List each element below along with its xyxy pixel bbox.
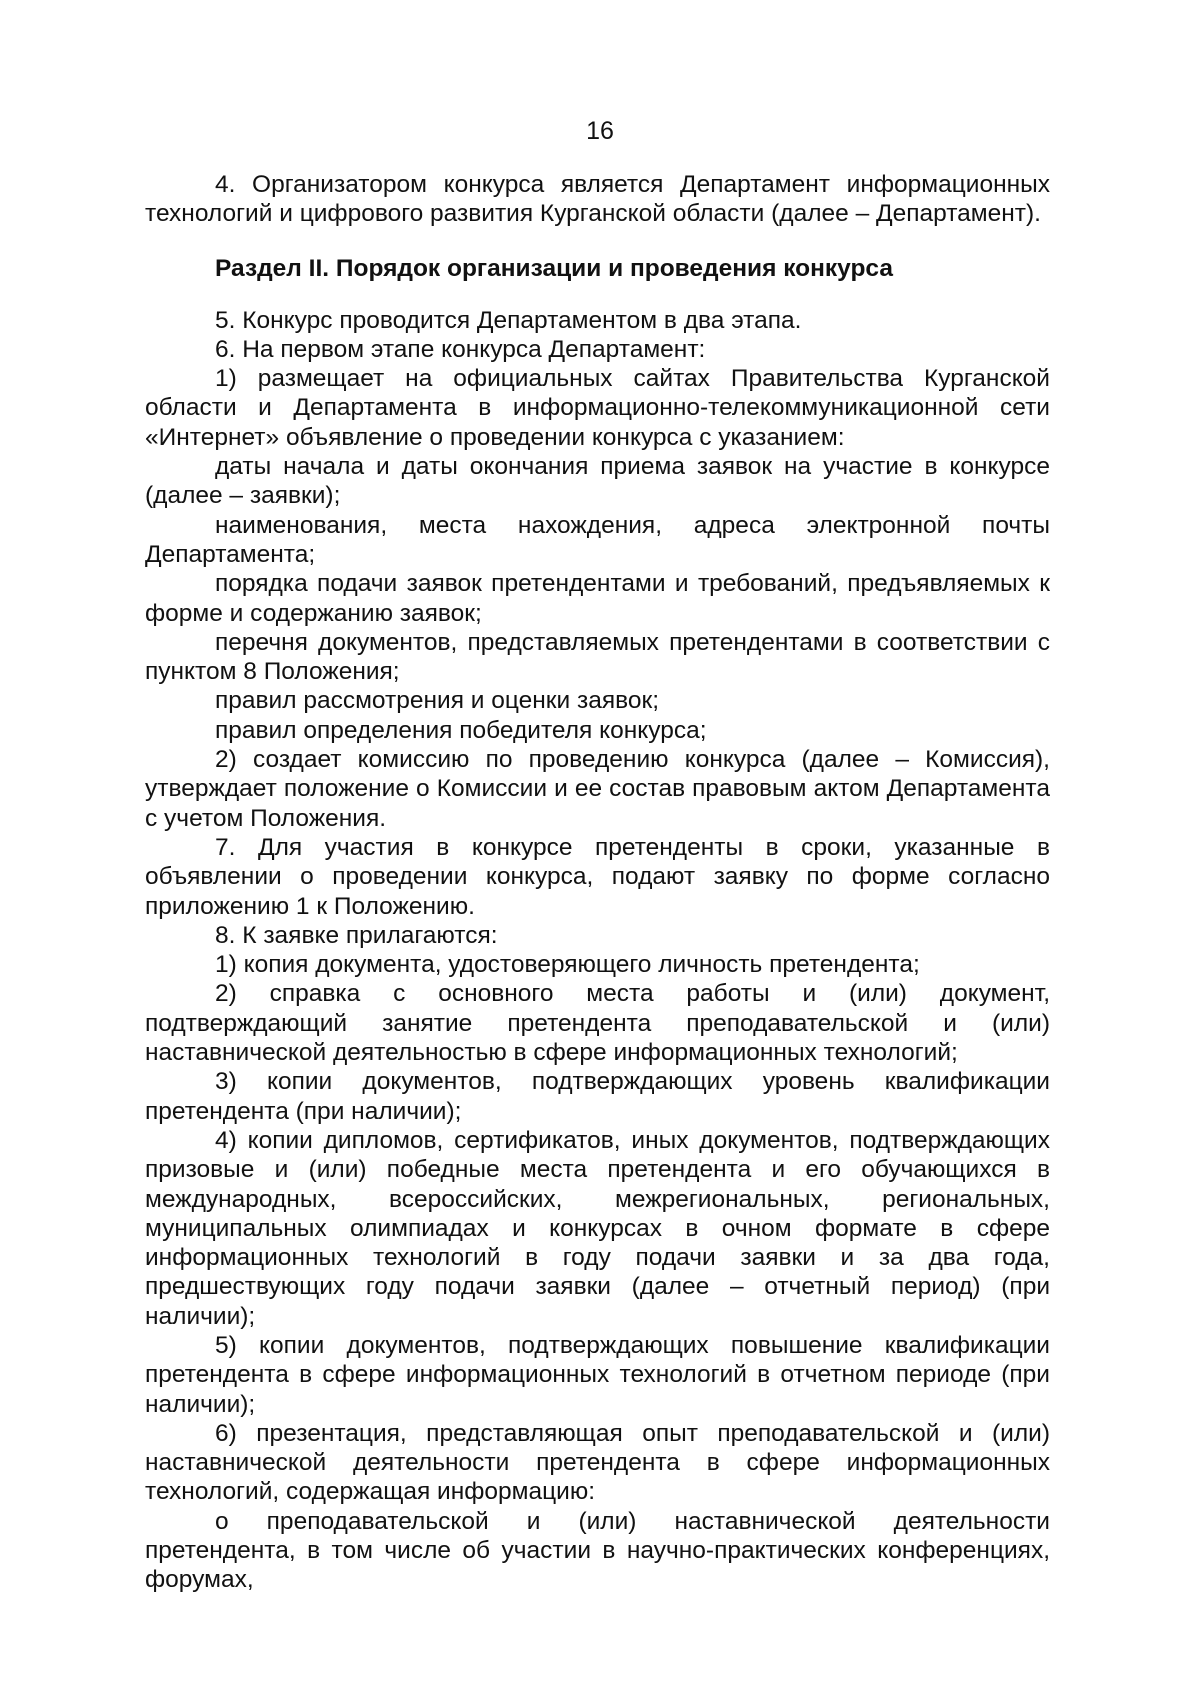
- paragraph: порядка подачи заявок претендентами и требований, предъявляемых к форме и содержанию заявок;: [145, 570, 1050, 627]
- paragraph: правил определения победителя конкурса;: [215, 716, 707, 744]
- paragraph: 4) копии дипломов, сертификатов, иных документов, подтверждающих призовые и (или) победные места претендента и его обучающихся в международных, всероссийских, межрегиональных, региональных, муниципальных олимпиадах и конкурсах в очном формате в сфере информационных технологий в году подачи заявки и за два года, предшествующих году подачи заявки (далее – отчетный период) (при наличии);: [145, 1126, 1050, 1330]
- page-number: 16: [586, 117, 614, 145]
- paragraph: даты начала и даты окончания приема заявок на участие в конкурсе (далее – заявки);: [145, 453, 1050, 510]
- paragraph: наименования, места нахождения, адреса электронной почты Департамента;: [145, 511, 1050, 568]
- paragraph: 7. Для участия в конкурсе претенденты в сроки, указанные в объявлении о проведении конкурса, подают заявку по форме согласно приложению 1 к Положению.: [145, 833, 1050, 920]
- paragraph: 4. Организатором конкурса является Департамент информационных технологий и цифрового развития Курганской области (далее – Департамент).: [145, 171, 1050, 228]
- paragraph: 8. К заявке прилагаются:: [215, 921, 498, 949]
- paragraph: 3) копии документов, подтверждающих уровень квалификации претендента (при наличии);: [145, 1068, 1050, 1125]
- paragraph: 2) создает комиссию по проведению конкурса (далее – Комиссия), утверждает положение о Комиссии и ее состав правовым актом Департамента с учетом Положения.: [145, 746, 1050, 832]
- paragraph: 1) размещает на официальных сайтах Правительства Курганской области и Департамента в информационно-телекоммуникационной сети «Интернет» объявление о проведении конкурса с указанием:: [145, 365, 1050, 451]
- paragraph: 6) презентация, представляющая опыт преподавательской и (или) наставнической деятельности претендента в сфере информационных технологий, содержащая информацию:: [145, 1419, 1050, 1506]
- paragraph: 5) копии документов, подтверждающих повышение квалификации претендента в сфере информационных технологий в отчетном периоде (при наличии);: [145, 1331, 1050, 1418]
- paragraph: 5. Конкурс проводится Департаментом в два этапа.: [215, 306, 802, 334]
- paragraph: о преподавательской и (или) наставнической деятельности претендента, в том числе об участии в научно-практических конференциях, форумах,: [145, 1507, 1050, 1594]
- paragraph: 2) справка с основного места работы и (или) документ, подтверждающий занятие претендента преподавательской и (или) наставнической деятельностью в сфере информационных технологий;: [145, 980, 1050, 1067]
- paragraph: 1) копия документа, удостоверяющего личность претендента;: [215, 951, 920, 979]
- paragraph: перечня документов, представляемых претендентами в соответствии с пунктом 8 Положения;: [145, 628, 1050, 686]
- paragraph: правил рассмотрения и оценки заявок;: [215, 687, 660, 715]
- document-body: [145, 170, 1050, 1595]
- paragraphs-before-heading: [145, 170, 1050, 229]
- paragraph: 6. На первом этапе конкурса Департамент:: [215, 335, 706, 363]
- paragraphs-after-heading: [145, 306, 1050, 1595]
- section-heading: Раздел II. Порядок организации и проведения конкурса: [215, 254, 893, 282]
